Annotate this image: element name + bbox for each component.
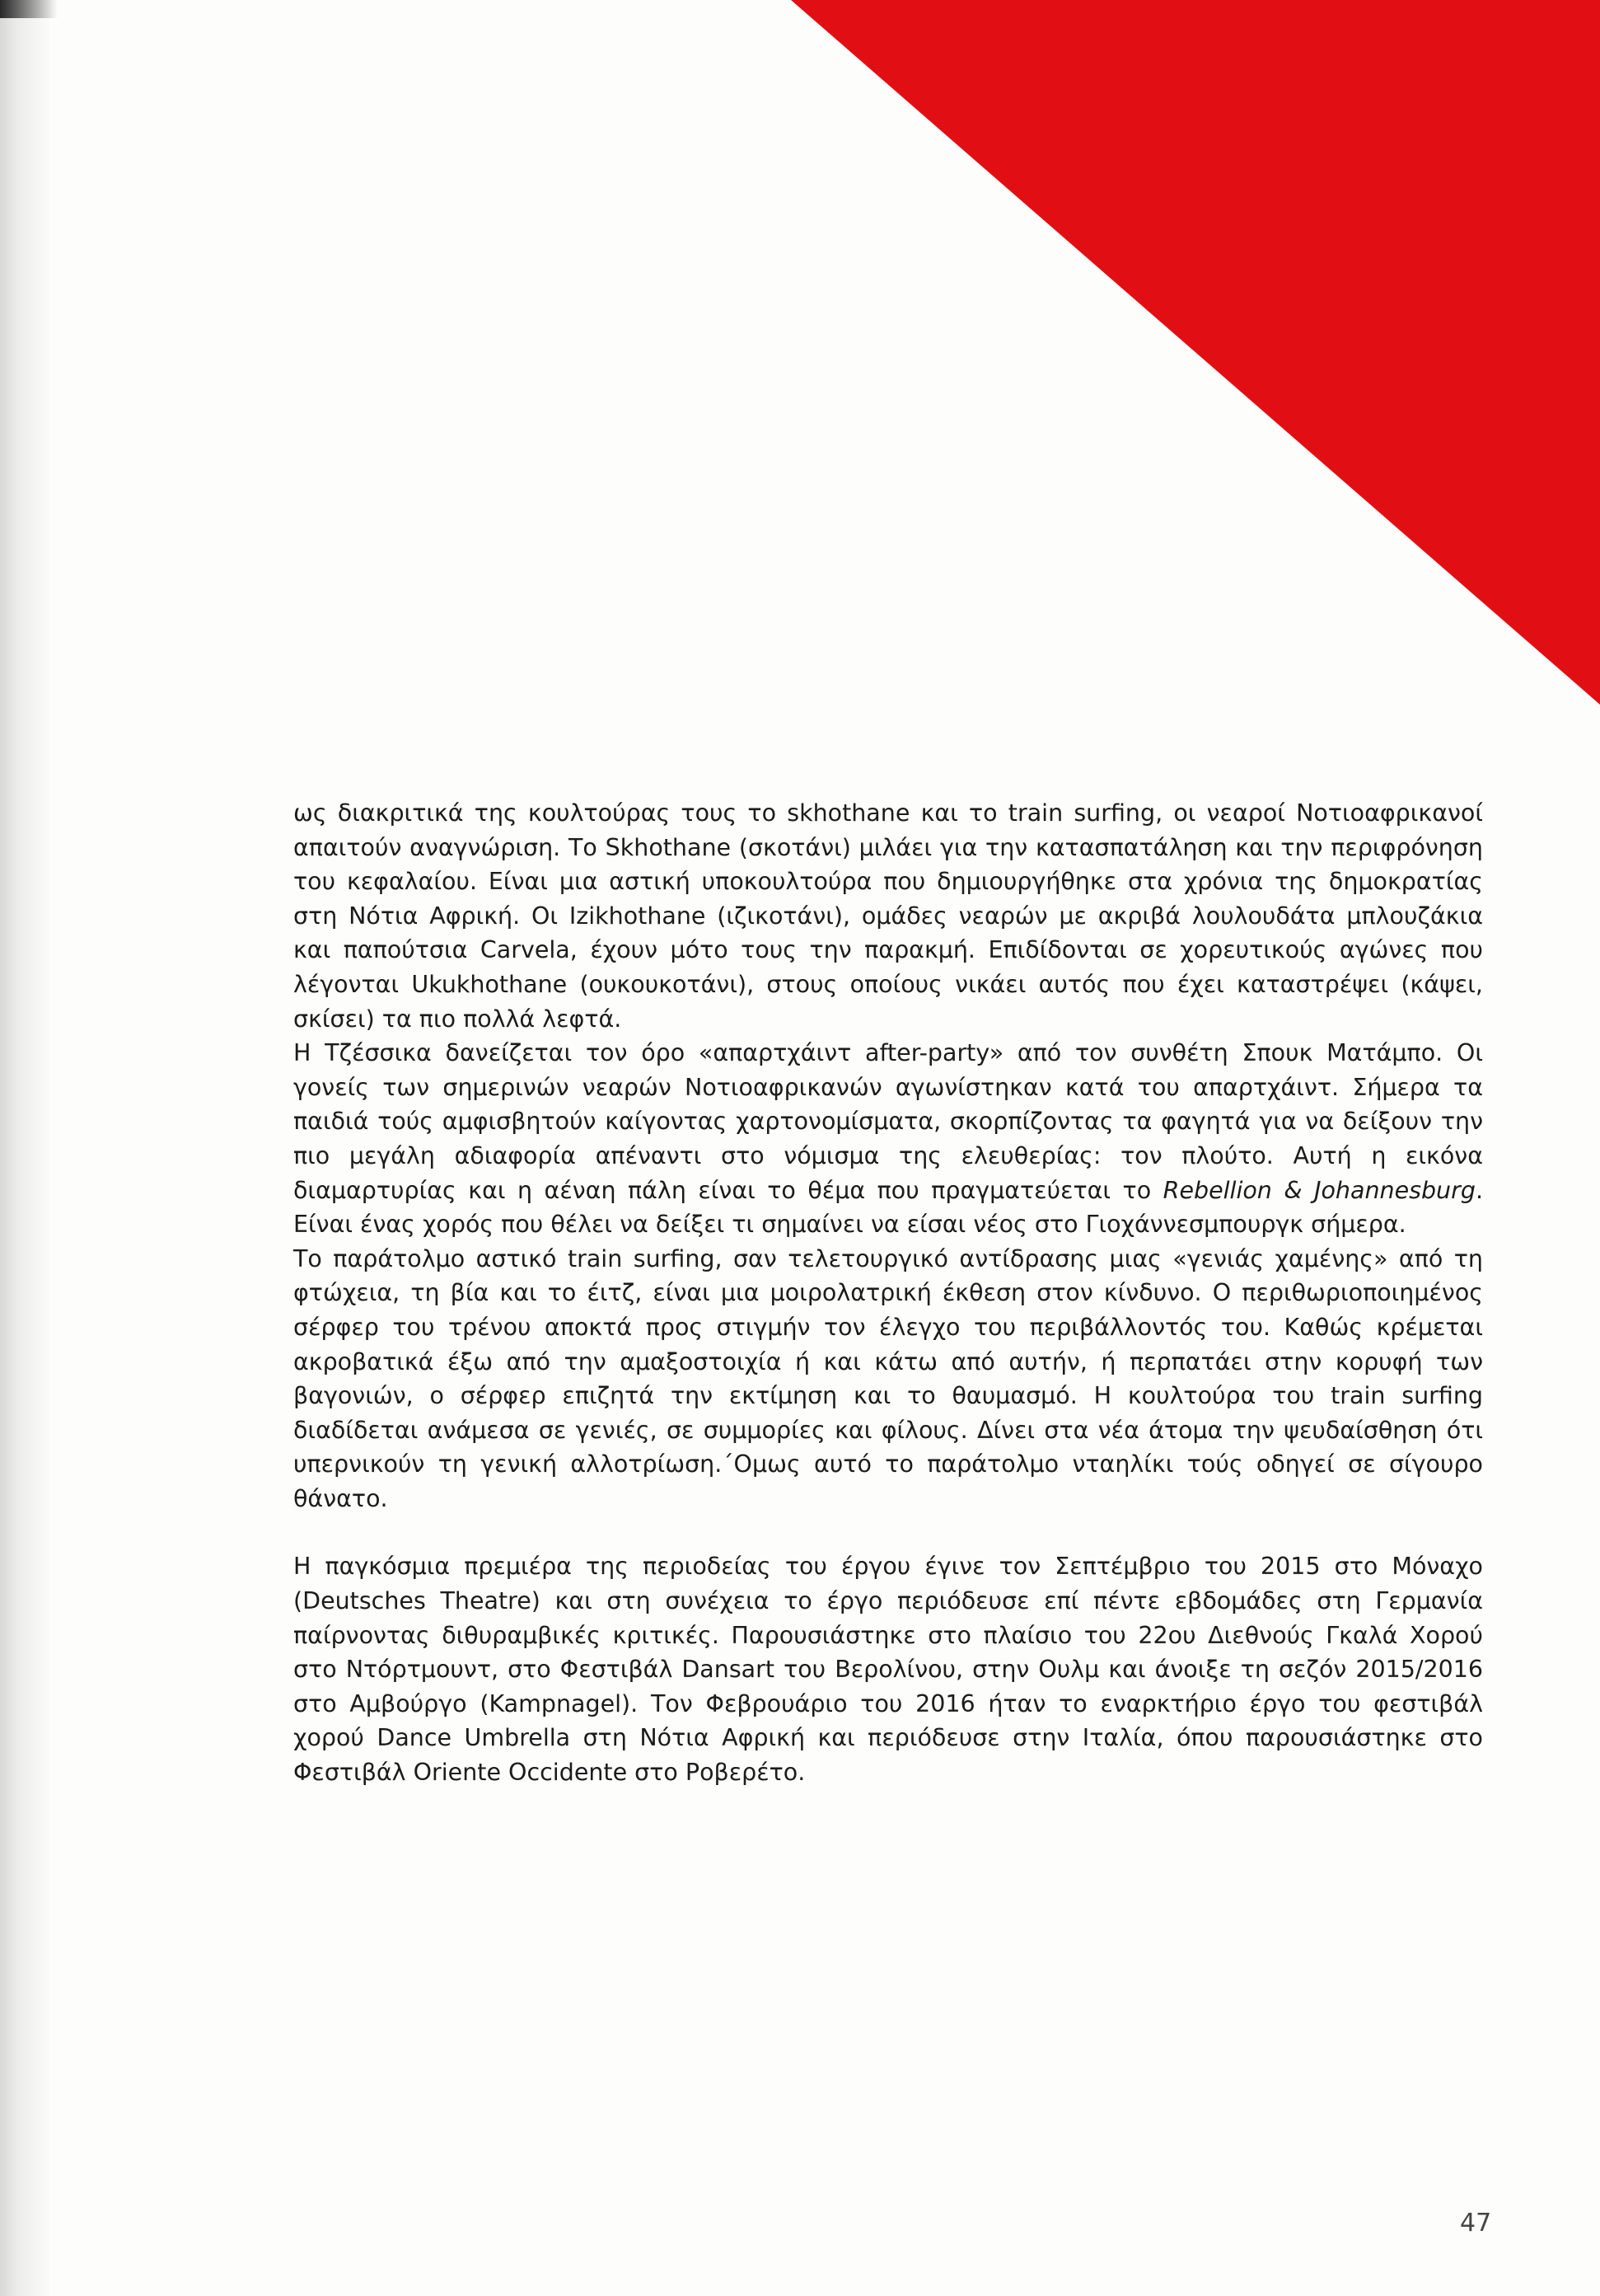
paragraph-1: ως διακριτικά της κουλτούρας τους το skhothane και το train surfing, οι νεαροί Νοτιοαφρικανοί απαιτούν αναγνώριση. Το Skhothane (σκοτάνι) μιλάει για την κατασπατάληση και την περιφρόνηση του κεφαλαίου. Είναι μια αστική υποκουλτούρα που δημιουργήθηκε στα χρόνια της δημοκρατίας στη Νότια Αφρική. Οι Izikhothane (ιζικοτάνι), ομάδες νεαρών με ακριβά λουλουδάτα μπλουζάκια και παπούτσια Carvela, έχουν μότο τους την παρακμή. Επιδίδονται σε χορευτικούς αγώνες που λέγονται Ukukhothane (ουκουκοτάνι), στους οποίους νικάει αυτός που έχει καταστρέψει (κάψει, σκίσει) τα πιο πολλά λεφτά. — [293, 799, 1483, 1033]
article-body — [293, 796, 1483, 1790]
paragraph-4: Η παγκόσμια πρεμιέρα της περιοδείας του έργου έγινε τον Σεπτέμβριο του 2015 στο Μόναχο (Deutsches Theatre) και στη συνέχεια το έργο περιόδευσε επί πέντε εβδομάδες στη Γερμανία παίρνοντας διθυραμβικές κριτικές. Παρουσιάστηκε στο πλαίσιο του 22ου Διεθνούς Γκαλά Χορού στο Ντόρτμουντ, στο Φεστιβάλ Dansart του Βερολίνου, στην Ουλμ και άνοιξε τη σεζόν 2015/2016 στο Αμβούργο (Kampnagel). Τον Φεβρουάριο του 2016 ήταν το εναρκτήριο έργο του φεστιβάλ χορού Dance Umbrella στη Νότια Αφρική και περιόδευσε στην Ιταλία, όπου παρουσιάστηκε στο Φεστιβάλ Oriente Occidente στο Ροβερέτο. — [293, 1553, 1483, 1787]
page-number: 47 — [1460, 2209, 1492, 2237]
paragraph-2-before: Η Τζέσσικα δανείζεται τον όρο «απαρτχάιντ after-party» από τον συνθέτη Σπουκ Ματάμπο. Οι γονείς των σημερινών νεαρών Νοτιοαφρικανών αγωνίστηκαν κατά του απαρτχάιντ. Σήμερα τα παιδιά τούς αμφισβητούν καίγοντας χαρτονομίσματα, σκορπίζοντας τα φαγητά για να δείξουν την πιο μεγάλη αδιαφορία απέναντι στο νόμισμα της ελευθερίας: τον πλούτο. Αυτή η εικόνα διαμαρτυρίας και η αέναη πάλη είναι το θέμα που πραγματεύεται το — [293, 1039, 1483, 1204]
red-triangle-shape — [791, 0, 1600, 705]
paragraph-2 — [293, 1036, 1483, 1242]
paragraph-3: Το παράτολμο αστικό train surfing, σαν τελετουργικό αντίδρασης μιας «γενιάς χαμένης» από τη φτώχεια, τη βία και το έιτζ, είναι μια μοιρολατρική έκθεση στον κίνδυνο. Ο περιθωριοποιημένος σέρφερ του τρένου αποκτά προς στιγμήν τον έλεγχο του περιβάλλοντός του. Καθώς κρέμεται ακροβατικά έξω από την αμαξοστοιχία ή και κάτω από αυτήν, ή περπατάει στην κορυφή των βαγονιών, ο σέρφερ επιζητά την εκτίμηση και το θαυμασμό. Η κουλτούρα του train surfing διαδίδεται ανάμεσα σε γενιές, σε συμμορίες και φίλους. Δίνει στα νέα άτομα την ψευδαίσθηση ότι υπερνικούν τη γενική αλλοτρίωση.΄Ομως αυτό το παράτολμο νταηλίκι τούς οδηγεί σε σίγουρο θάνατο. — [293, 1244, 1483, 1512]
work-title: Rebellion & Johannesburg — [1163, 1176, 1476, 1204]
paragraph-2-after: . Είναι ένας χορός που θέλει να δείξει τι σημαίνει να είσαι νέος στο Γιοχάννεσμπουργκ σήμερα. — [293, 1176, 1483, 1239]
